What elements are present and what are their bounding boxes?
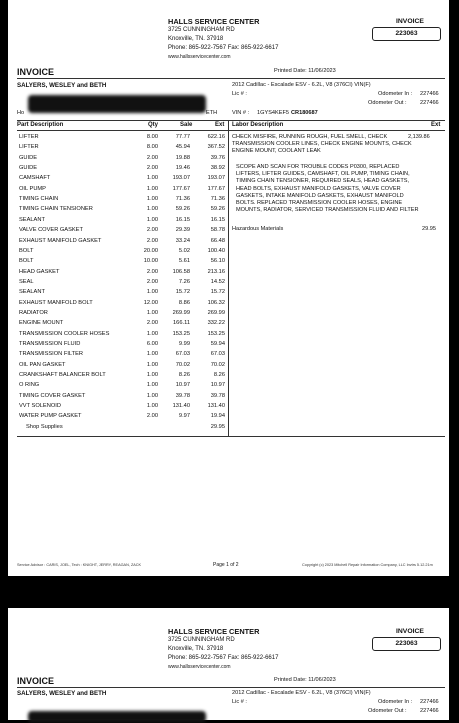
table-row	[17, 258, 228, 268]
part-ext: 38.92	[210, 165, 225, 172]
part-description: SEALANT	[19, 289, 45, 296]
part-ext: 269.99	[207, 309, 225, 316]
part-sale: 5.61	[178, 258, 190, 265]
table-row	[17, 248, 228, 258]
part-description: RADIATOR	[19, 309, 48, 316]
part-ext: 177.67	[207, 185, 225, 192]
table-row	[17, 300, 228, 310]
shop-phone: Phone: 865-922-7567 Fax: 865-922-6617	[168, 45, 279, 51]
part-ext: 15.72	[210, 289, 225, 296]
footer-advisor: Service Advisor : CARIS, JOEL, Tech : KNIGHT, JERRY, REAGAN, ZACK	[17, 563, 142, 567]
vin-part1: 1GYS4KEF5	[257, 110, 290, 116]
part-qty: 2.00	[146, 165, 158, 172]
table-bottom-rule	[17, 436, 445, 437]
header-part-description: Part Description	[17, 122, 64, 128]
printed-date: Printed Date: 11/06/2023	[274, 677, 336, 683]
odometer-in-label: Odometer In :	[378, 91, 413, 97]
part-ext: 58.78	[210, 227, 225, 234]
part-description: TRANSMISSION COOLER HOSES	[19, 330, 110, 337]
table-row	[17, 351, 228, 361]
part-qty: 1.00	[146, 206, 158, 213]
part-sale: 77.77	[175, 134, 190, 140]
labor-amount: 2,139.86	[408, 134, 430, 140]
odometer-out-label: Odometer Out :	[368, 708, 407, 714]
part-sale: 9.97	[178, 413, 190, 420]
part-ext: 367.52	[207, 144, 225, 151]
customer-name: SALYERS, WESLEY and BETH	[17, 690, 107, 697]
table-row	[17, 238, 228, 248]
column-divider	[228, 120, 229, 436]
part-sale: 193.07	[172, 175, 190, 182]
part-description: TIMING COVER GASKET	[19, 392, 86, 399]
invoice-label: INVOICE	[396, 18, 424, 25]
divider	[17, 78, 445, 79]
part-qty: 2.00	[146, 413, 158, 420]
shop-address-line2: Knoxville, TN. 37918	[168, 646, 224, 652]
table-row	[17, 186, 228, 196]
header-qty: Qty	[148, 122, 159, 128]
invoice-number: 223063	[395, 30, 418, 37]
part-ext: 70.02	[210, 361, 225, 368]
printed-date: Printed Date: 11/06/2023	[274, 68, 336, 74]
shop-phone: Phone: 865-922-7567 Fax: 865-922-6617	[168, 655, 279, 661]
part-ext: 71.36	[210, 196, 225, 203]
customer-line2-tail: ETH	[206, 110, 218, 116]
part-sale: 71.36	[175, 196, 190, 203]
part-qty: 10.00	[143, 258, 158, 265]
redaction-mark	[28, 711, 206, 723]
part-sale: 8.86	[178, 299, 190, 306]
parts-list	[17, 134, 228, 434]
table-row	[17, 310, 228, 320]
header-labor-description: Labor Description	[232, 122, 284, 128]
part-qty: 12.00	[143, 299, 158, 306]
part-ext: 14.52	[210, 278, 225, 285]
table-row	[17, 341, 228, 351]
part-description: VALVE COVER GASKET	[19, 227, 83, 234]
table-row	[17, 144, 228, 154]
part-ext: 213.16	[207, 268, 225, 275]
table-top-rule	[17, 120, 445, 121]
part-sale: 9.99	[178, 341, 190, 347]
part-sale: 7.26	[178, 278, 190, 285]
table-row	[17, 372, 228, 382]
shop-address-line1: 3725 CUNNINGHAM RD	[168, 27, 235, 33]
table-row	[17, 165, 228, 175]
part-ext: 100.40	[207, 247, 225, 254]
vin-label: VIN # :	[232, 110, 250, 116]
part-sale: 15.72	[175, 289, 190, 296]
part-qty: 1.00	[146, 403, 158, 410]
part-description: WATER PUMP GASKET	[19, 413, 82, 420]
part-qty: 1.00	[146, 185, 158, 192]
shop-website: www.hallsservicecenter.com	[168, 664, 231, 670]
part-ext: 59.94	[210, 341, 225, 347]
part-qty: 2.00	[146, 237, 158, 244]
odometer-in-value: 227466	[420, 699, 439, 705]
part-ext: 39.78	[210, 392, 225, 399]
part-sale: 45.94	[175, 144, 190, 151]
part-ext: 66.48	[210, 237, 225, 244]
part-ext: 16.15	[210, 216, 225, 223]
invoice-number: 223063	[395, 640, 418, 647]
part-ext: 193.07	[207, 175, 225, 182]
part-sale: 177.67	[172, 185, 190, 192]
table-row	[17, 227, 228, 237]
table-row	[17, 269, 228, 279]
part-sale: 5.02	[178, 247, 190, 254]
part-ext: 131.40	[207, 403, 225, 410]
shop-supplies-row	[17, 424, 228, 434]
header-labor-ext: Ext	[431, 122, 441, 128]
table-row	[17, 320, 228, 330]
odometer-out-label: Odometer Out :	[368, 100, 407, 106]
odometer-out-value: 227466	[420, 708, 439, 714]
invoice-number-box	[372, 27, 441, 41]
part-sale: 29.39	[175, 227, 190, 234]
part-qty: 1.00	[146, 361, 158, 368]
table-row	[17, 413, 228, 423]
customer-line2-start: Ho	[17, 110, 25, 116]
customer-name: SALYERS, WESLEY and BETH	[17, 82, 107, 89]
part-description: EXHAUST MANIFOLD GASKET	[19, 237, 102, 244]
table-row	[17, 289, 228, 299]
invoice-label: INVOICE	[396, 628, 424, 635]
part-qty: 1.00	[146, 382, 158, 389]
part-sale: 269.99	[172, 309, 190, 316]
license-label: Lic # :	[232, 91, 247, 97]
part-sale: 10.97	[175, 382, 190, 389]
shop-supplies-label: Shop Supplies	[26, 424, 63, 430]
part-qty: 2.00	[146, 278, 158, 285]
part-qty: 1.00	[146, 330, 158, 337]
shop-name: HALLS SERVICE CENTER	[168, 627, 260, 636]
table-row	[17, 331, 228, 341]
part-description: EXHAUST MANIFOLD BOLT	[19, 299, 93, 306]
part-qty: 1.00	[146, 175, 158, 182]
part-qty: 1.00	[146, 289, 158, 296]
part-qty: 6.00	[146, 341, 158, 347]
part-ext: 56.10	[210, 258, 225, 265]
part-description: CAMSHAFT	[19, 175, 51, 182]
license-label: Lic # :	[232, 699, 247, 705]
redaction-mark	[28, 95, 206, 113]
table-row	[17, 206, 228, 216]
table-row	[17, 279, 228, 289]
odometer-in-value: 227466	[420, 91, 439, 97]
part-description: TIMING CHAIN	[19, 196, 59, 203]
part-sale: 8.26	[178, 372, 190, 379]
part-description: O RING	[19, 382, 40, 389]
part-qty: 2.00	[146, 154, 158, 161]
vin-part2: CR180687	[291, 110, 318, 116]
part-description: LIFTER	[19, 144, 39, 151]
part-qty: 8.00	[146, 144, 158, 151]
part-qty: 2.00	[146, 320, 158, 327]
shop-address-line1: 3725 CUNNINGHAM RD	[168, 637, 235, 643]
part-description: ENGINE MOUNT	[19, 320, 64, 327]
part-description: CRANKSHAFT BALANCER BOLT	[19, 372, 106, 379]
shop-name: HALLS SERVICE CENTER	[168, 17, 260, 26]
part-description: SEALANT	[19, 216, 45, 223]
part-qty: 1.00	[146, 351, 158, 358]
table-row	[17, 196, 228, 206]
invoice-page-2	[8, 608, 449, 720]
part-ext: 153.25	[207, 330, 225, 337]
part-ext: 67.03	[210, 351, 225, 358]
table-row	[17, 217, 228, 227]
table-row	[17, 403, 228, 413]
labor-request: CHECK MISFIRE, RUNNING ROUGH, FUEL SMELL, CHECK TRANSMISSION COOLER LINES, CHECK ENGINE MOUNTS, CHECK ENGINE MOUNT, COOLANT LEAK	[232, 134, 412, 155]
part-ext: 59.26	[210, 206, 225, 213]
part-ext: 19.94	[210, 413, 225, 420]
part-ext: 332.22	[207, 320, 225, 327]
table-row	[17, 382, 228, 392]
part-description: HEAD GASKET	[19, 268, 60, 275]
part-description: SEAL	[19, 278, 34, 285]
shop-supplies-value: 29.95	[210, 424, 225, 430]
footer-page: Page 1 of 2	[213, 562, 239, 568]
part-sale: 67.03	[175, 351, 190, 358]
part-qty: 1.00	[146, 392, 158, 399]
part-ext: 106.32	[207, 299, 225, 306]
part-description: TIMING CHAIN TENSIONER	[19, 206, 93, 213]
part-sale: 70.02	[175, 361, 190, 368]
part-sale: 33.24	[175, 237, 190, 244]
table-row	[17, 393, 228, 403]
footer-copyright: Copyright (c) 2023 Mitchell Repair Information Company, LLC Invtrs 5.12.21m	[302, 563, 433, 567]
table-row	[17, 362, 228, 372]
vehicle-description: 2012 Cadillac - Escalade ESV - 6.2L, V8 (376CI) VIN(F)	[232, 690, 371, 696]
part-description: OIL PAN GASKET	[19, 361, 66, 368]
labor-work-performed: SCOPE AND SCAN FOR TROUBLE CODES P0300, REPLACED LIFTERS, LIFTER GUIDES, CAMSHAFT, OIL PUMP, TIMING CHAIN, TIMING CHAIN TENSIONER, REQUIRED SEALS, HEAD GASKETS, HEAD BOLTS, EXHAUST MANIFOLD GASKETS, VALVE COVER GASKETS, INTAKE MANIFOLD GASKETS, EXHAUST MANIFOLD BOLTS. REPLACED TRANSMISSION COOLER HOSES, ENGINE MOUNTS, RADIATOR, SERVICED TRANSMISSION FLUID AND FILTER	[236, 164, 419, 214]
odometer-out-value: 227466	[420, 100, 439, 106]
part-qty: 2.00	[146, 268, 158, 275]
part-sale: 19.88	[175, 154, 190, 161]
divider	[17, 687, 445, 688]
part-description: GUIDE	[19, 165, 38, 172]
part-qty: 20.00	[143, 247, 158, 254]
part-qty: 1.00	[146, 196, 158, 203]
part-ext: 8.26	[213, 372, 225, 379]
table-header-rule	[17, 130, 445, 131]
part-sale: 59.26	[175, 206, 190, 213]
odometer-in-label: Odometer In :	[378, 699, 413, 705]
invoice-title: INVOICE	[17, 67, 55, 77]
invoice-title: INVOICE	[17, 676, 55, 686]
vehicle-description: 2012 Cadillac - Escalade ESV - 6.2L, V8 (376CI) VIN(F)	[232, 82, 371, 88]
table-row	[17, 155, 228, 165]
part-sale: 19.46	[175, 165, 190, 172]
part-sale: 16.15	[175, 216, 190, 223]
part-ext: 622.16	[207, 134, 225, 140]
part-description: BOLT	[19, 258, 34, 265]
hazmat-label: Hazardous Materials	[232, 226, 284, 232]
part-description: OIL PUMP	[19, 185, 46, 192]
header-ext: Ext	[215, 122, 225, 128]
part-sale: 39.78	[175, 392, 190, 399]
part-sale: 166.11	[173, 320, 190, 327]
part-description: TRANSMISSION FLUID	[19, 341, 81, 347]
part-qty: 8.00	[146, 134, 158, 140]
part-sale: 106.58	[172, 268, 190, 275]
part-description: LIFTER	[19, 134, 39, 140]
part-description: TRANSMISSION FILTER	[19, 351, 84, 358]
part-sale: 153.25	[172, 330, 190, 337]
part-qty: 1.00	[146, 309, 158, 316]
invoice-page-1	[8, 0, 449, 576]
table-row	[17, 175, 228, 185]
hazmat-value: 29.95	[422, 226, 436, 232]
part-ext: 39.76	[210, 154, 225, 161]
part-ext: 10.97	[210, 382, 225, 389]
part-description: BOLT	[19, 247, 34, 254]
part-description: GUIDE	[19, 154, 38, 161]
shop-address-line2: Knoxville, TN. 37918	[168, 36, 224, 42]
invoice-number-box	[372, 637, 441, 651]
shop-website: www.hallsservicecenter.com	[168, 54, 231, 60]
table-row	[17, 134, 228, 144]
part-qty: 1.00	[146, 372, 158, 379]
part-qty: 2.00	[146, 227, 158, 234]
part-description: VVT SOLENOID	[19, 403, 61, 410]
header-sale: Sale	[180, 122, 193, 128]
part-qty: 1.00	[146, 216, 158, 223]
part-sale: 131.40	[172, 403, 190, 410]
